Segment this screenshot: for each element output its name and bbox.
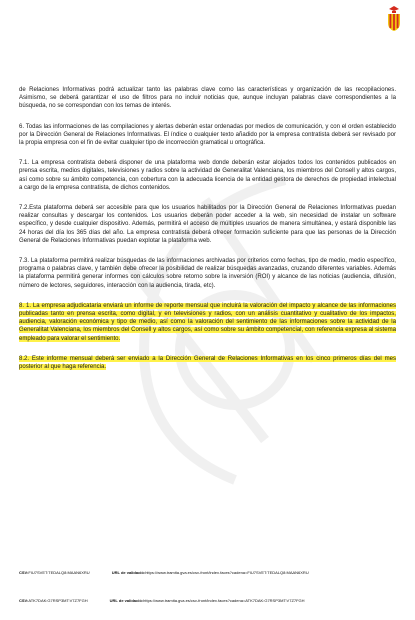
paragraph-8-1-highlighted: 8. 1. La empresa adjudicataria enviará un informe de reporte mensual que incluirá la valoración del impacto y alcance de las informaciones publicadas tanto en prensa escrita, como digital, y en televisiones y radios, con un análisis cuantitativo y cualitativo de los impactos, audiencia, valoración económica y tipo de medio, así como la valoración del sentimiento de las informaciones sobre la actividad de la Generalitat Valenciana, los miembros del Consell y altos cargos, así como sobre su ámbito competencial, con referencia expresa al sistema empleado para valorar el sentimiento. (19, 302, 396, 342)
generalitat-valenciana-crest-icon (386, 6, 402, 32)
paragraph-7-2: 7.2.Esta plataforma deberá ser accesible para que los usuarios habilitados por la Dirección General de Relaciones Informativas puedan realizar consultas y descargar los contenidos. Los usuarios deberán poder acceder a la web, sin necesidad de instalar un software específico, y desde cualquier dispositivo. Además, permitirá el acceso de múltiples usuarios de manera simultánea, y estará disponible las 24 horas del día los 365 días del año. La empresa contratista deberá ofrecer formación suficiente para que las personas de la Dirección General de Relaciones Informativas puedan explotar la plataforma web. (19, 205, 396, 244)
url-label: URL de validació: (109, 598, 144, 603)
paragraph-8-2-highlighted: 8.2. Este informe mensual deberá ser enviado a la Dirección General de Relaciones Informativas en los cinco primeros días del mes posterior al que haga referencia. (19, 355, 396, 371)
document-body (19, 86, 396, 383)
url-label: URL de validació: (111, 570, 146, 575)
csv-value: FIU7SVET:TEDALQ8:MAAN6XRU (28, 570, 90, 575)
csv-footer-line-1 (19, 570, 309, 575)
paragraph-continuation: de Relaciones Informativas podrá actualizar tanto las palabras clave como las características y organización de las recopilaciones. Asimismo, se deberá garantizar el uso de filtros para no incluir noticias que, aunque incluyan palabras clave correspondientes a la búsqueda, no se correspondan con los temas de interés. (19, 87, 396, 110)
validation-url-link[interactable]: https://www.tramita.gva.es/csv-front/index.faces?cadena=FIU7SVET:TEDALQ8:MAAN6XRU (145, 570, 309, 575)
csv-value: ATK7DAK:G7RSP3MT:V7Z7FGH (28, 598, 88, 603)
csv-label: CSV: (19, 598, 29, 603)
paragraph-6: 6. Todas las informaciones de las compilaciones y alertas deberán estar ordenadas por medios de comunicación, y con el orden establecido por la Dirección General de Relaciones Informativas. El índice o cualquier texto añadido por la empresa contratista deberá ser revisado por la propia empresa con el fin de evitar cualquier tipo de incorrección gramatical u ortográfica. (19, 123, 396, 147)
csv-label: CSV: (19, 570, 29, 575)
csv-footer-line-2 (19, 598, 305, 603)
validation-url-link[interactable]: https://www.tramita.gva.es/csv-front/index.faces?cadena=ATK7DAK:G7RSP3MT:V7Z7FGH (143, 598, 305, 603)
paragraph-7-1: 7.1. La empresa contratista deberá disponer de una plataforma web donde deberán estar alojados todos los contenidos publicados en prensa escrita, medios digitales, televisiones y radios sobre la actividad de Generalitat Valenciana, los miembros del Consell y altos cargos, así como sobre su ámbito competencia, con cobertura con la adecuada licencia de la entidad gestora de derechos de propiedad intelectual a cargo de la empresa contratista, de dichos contenidos. (19, 160, 396, 191)
paragraph-7-3: 7.3. La plataforma permitirá realizar búsquedas de las informaciones archivadas por criterios como fechas, tipo de medio, medio específico, programa o palabras clave, y también debe ofrecer la posibilidad de realizar búsquedas avanzadas, cruzando diferentes variables. Además la plataforma permitirá generar informes con cálculos sobre retorno sobre la inversión (ROI) y alcance de las noticias (audiencia, difusión, número de lectores, seguidores, interacción con la audiencia, tirada, etc). (19, 258, 396, 289)
